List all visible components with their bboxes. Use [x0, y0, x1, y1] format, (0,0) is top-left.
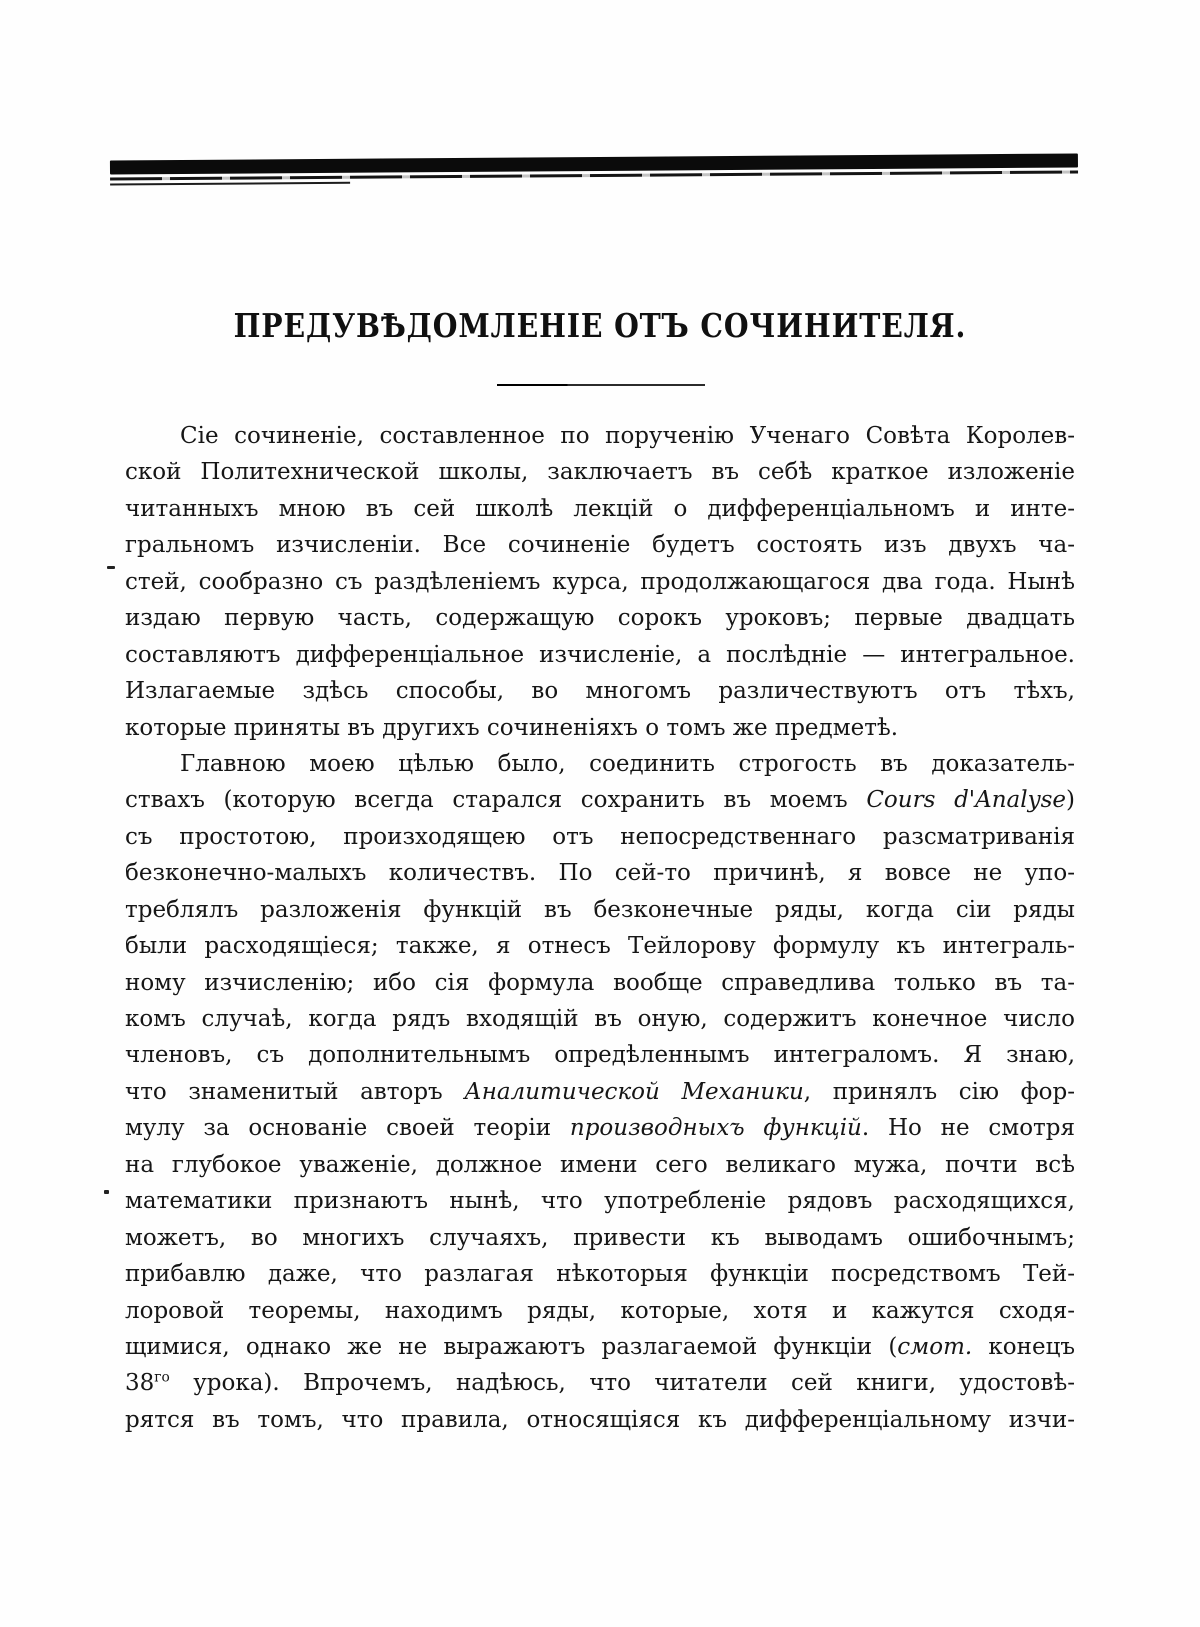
text-line [125, 600, 1075, 636]
text-run: ному изчисленію; ибо сія формула вообще справедлива только въ та- [125, 969, 1075, 996]
scan-speck [104, 1190, 109, 1194]
page-title: ПРЕДУВѢДОМЛЕНІЕ ОТЪ СОЧИНИТЕЛЯ. [233, 306, 967, 345]
text-line [125, 673, 1075, 709]
text-run: комъ случаѣ, когда рядъ входящій въ оную, содержитъ конечное число [125, 1006, 1075, 1032]
italic-text: Аналитической Механики [464, 1078, 804, 1105]
text-run: лоровой теоремы, находимъ ряды, которые, хотя и кажутся сходя- [125, 1297, 1075, 1324]
text-run: на глубокое уваженіе, должное имени сего великаго мужа, почти всѣ [125, 1151, 1075, 1178]
text-line [125, 1365, 1075, 1401]
text-line [125, 1402, 1075, 1438]
text-run: читанныхъ мною въ сей школѣ лекцій о дифференціальномъ и инте- [125, 495, 1075, 522]
italic-text: Cours d'Analyse [866, 787, 1067, 814]
text-line [125, 1220, 1075, 1256]
text-line [125, 491, 1075, 527]
top-scan-rule-fragment [110, 182, 350, 186]
text-line [125, 928, 1075, 964]
text-run: составляютъ дифференціальное изчисленіе, а послѣдніе — интегральное. [125, 641, 1075, 668]
text-line [125, 892, 1075, 928]
scan-speck [107, 566, 115, 569]
text-run: мулу за основаніе своей теоріи [125, 1115, 570, 1142]
text-run: которые приняты въ другихъ сочиненіяхъ о томъ же предметѣ. [125, 714, 899, 741]
title-divider [497, 384, 705, 386]
text-run: треблялъ разложенія функцій въ безконечные ряды, когда сіи ряды [125, 896, 1075, 923]
text-line [125, 1329, 1075, 1365]
text-run: безконечно-малыхъ количествъ. По сей-то причинѣ, я вовсе не упо- [125, 860, 1075, 887]
text-line [125, 1001, 1075, 1037]
title-block [0, 306, 1200, 352]
text-run: что знаменитый авторъ [125, 1078, 465, 1105]
text-line [125, 1183, 1075, 1219]
text-run: 38 [125, 1370, 155, 1397]
text-run: . Но не смотря [861, 1115, 1075, 1142]
text-run: издаю первую часть, содержащую сорокъ уроковъ; первые двадцать [125, 605, 1075, 632]
text-line [125, 564, 1075, 600]
text-line [125, 746, 1075, 782]
text-run: ) [1066, 787, 1075, 814]
italic-text: производныхъ функцій [569, 1115, 862, 1142]
text-run: щимися, однако же не выражаютъ разлагаемой функціи ( [125, 1333, 898, 1360]
text-line [125, 710, 1075, 746]
text-run: рятся въ томъ, что правила, относящіяся къ дифференціальному изчи- [125, 1406, 1075, 1433]
text-run: , принялъ сію фор- [803, 1078, 1075, 1105]
text-line [125, 527, 1075, 563]
italic-text: смот. [897, 1333, 973, 1360]
body-text [125, 418, 1075, 1438]
text-line [125, 637, 1075, 673]
text-run: стей, сообразно съ раздѣленіемъ курса, продолжающагося два года. Нынѣ [125, 568, 1075, 595]
text-run: можетъ, во многихъ случаяхъ, привести къ выводамъ ошибочнымъ; [125, 1224, 1075, 1251]
text-line [125, 855, 1075, 891]
text-run: съ простотою, произходящею отъ непосредственнаго разсматриванія [125, 823, 1075, 850]
text-line [125, 1256, 1075, 1292]
text-run: прибавлю даже, что разлагая нѣкоторыя функціи посредствомъ Тей- [125, 1261, 1075, 1288]
text-run: ствахъ (которую всегда старался сохранить въ моемъ [125, 787, 867, 814]
text-run: были расходящіеся; также, я отнесъ Тейлорову формулу къ интеграль- [125, 933, 1075, 960]
text-run: конецъ [972, 1333, 1075, 1360]
text-line [125, 1037, 1075, 1073]
text-line [125, 782, 1075, 818]
top-scan-rule [110, 153, 1078, 185]
text-run: Главною моею цѣлью было, соединить строгость въ доказатель- [180, 750, 1075, 777]
text-line [125, 1293, 1075, 1329]
text-line [125, 1074, 1075, 1110]
text-run: членовъ, съ дополнительнымъ опредѣленнымъ интеграломъ. Я знаю, [125, 1042, 1075, 1069]
text-line [125, 1147, 1075, 1183]
text-line [125, 418, 1075, 454]
text-line [125, 1110, 1075, 1146]
text-run: урока). Впрочемъ, надѣюсь, что читатели сей книги, удостовѣ- [169, 1370, 1075, 1397]
superscript-text: го [154, 1369, 170, 1386]
text-run: гральномъ изчисленіи. Все сочиненіе будетъ состоять изъ двухъ ча- [125, 532, 1075, 559]
text-line [125, 454, 1075, 490]
text-run: ской Политехнической школы, заключаетъ въ себѣ краткое изложеніе [125, 459, 1075, 486]
text-line [125, 965, 1075, 1001]
text-run: математики признаютъ нынѣ, что употребленіе рядовъ расходящихся, [125, 1188, 1075, 1215]
text-run: Излагаемые здѣсь способы, во многомъ различествуютъ отъ тѣхъ, [125, 678, 1075, 705]
text-run: Сіе сочиненіе, составленное по порученію Ученаго Совѣта Королев- [180, 423, 1075, 449]
text-line [125, 819, 1075, 855]
